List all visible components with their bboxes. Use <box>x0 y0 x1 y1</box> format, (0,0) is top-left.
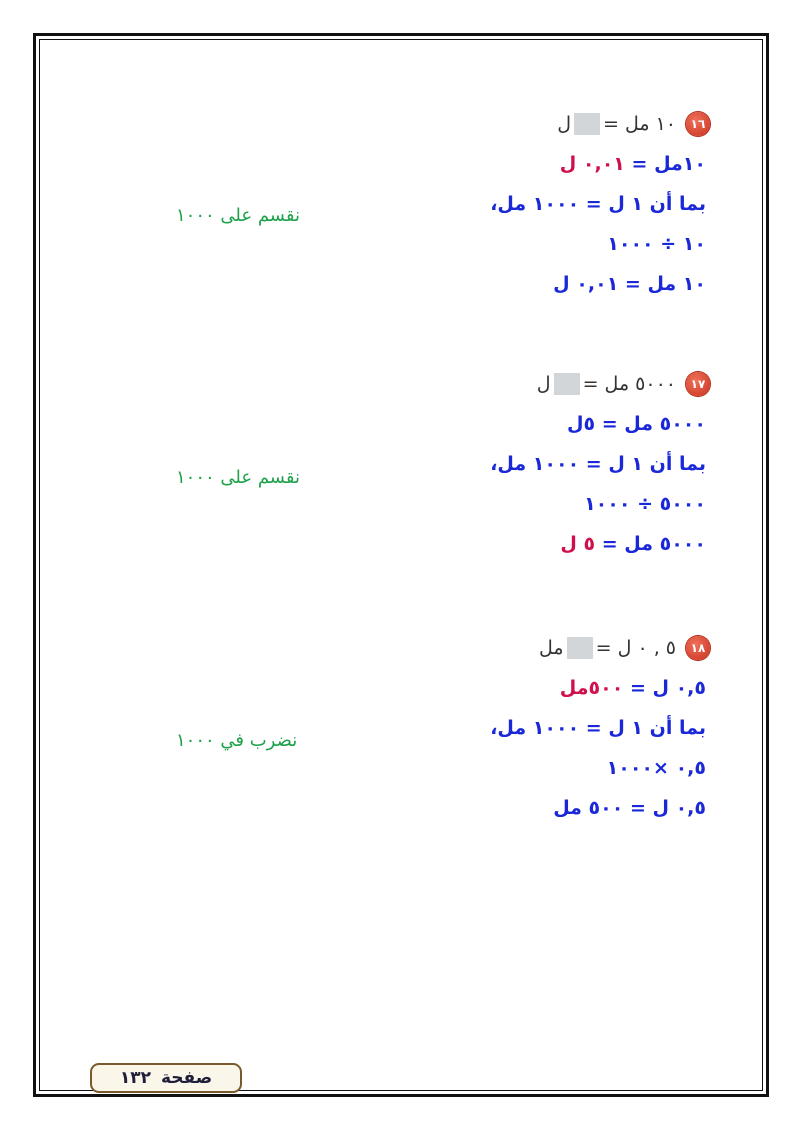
answer-blank <box>567 637 593 659</box>
problem-17 <box>490 364 710 564</box>
solution-step: ٥٠٠٠ ÷ ١٠٠٠ <box>584 493 706 515</box>
problem-number-badge: ١٦ <box>686 112 710 136</box>
method-note: نضرب في ١٠٠٠ <box>176 730 298 751</box>
page-number: ١٣٢ <box>119 1068 151 1088</box>
question-line <box>490 628 710 668</box>
question-line <box>490 104 710 144</box>
problem-number-badge: ١٧ <box>686 372 710 396</box>
method-note: نقسم على ١٠٠٠ <box>176 205 300 226</box>
solution-step: بما أن ١ ل = ١٠٠٠ مل، <box>490 717 706 739</box>
solution-step: ٥٠٠٠ مل = ٥ل <box>567 413 706 435</box>
solution-step: ٠,٥ ل = ٥٠٠ مل <box>553 797 706 819</box>
question-text: ١٠ مل =ل <box>557 112 676 135</box>
solution <box>490 404 706 564</box>
page-number-badge <box>90 1063 242 1093</box>
solution-step: بما أن ١ ل = ١٠٠٠ مل، <box>490 193 706 215</box>
solution-step: بما أن ١ ل = ١٠٠٠ مل، <box>490 453 706 475</box>
question-line <box>490 364 710 404</box>
solution <box>490 668 706 828</box>
question-text: ٥٠٠٠ مل =ل <box>536 372 676 395</box>
problem-number-badge: ١٨ <box>686 636 710 660</box>
problem-18 <box>490 628 710 828</box>
solution-step: ٠,٥ ×١٠٠٠ <box>606 757 706 779</box>
page-label: صفحة <box>160 1068 213 1088</box>
solution-step: ١٠مل = ٠,٠١ ل <box>559 153 706 175</box>
answer-blank <box>554 373 580 395</box>
method-note: نقسم على ١٠٠٠ <box>176 467 300 488</box>
answer-blank <box>574 113 600 135</box>
problem-16 <box>490 104 710 304</box>
solution-step: ٠,٥ ل = ٥٠٠مل <box>559 677 706 699</box>
solution-step: ١٠ مل = ٠,٠١ ل <box>553 273 706 295</box>
solution-step: ٥٠٠٠ مل = ٥ ل <box>560 533 706 555</box>
solution <box>490 144 706 304</box>
solution-step: ١٠ ÷ ١٠٠٠ <box>607 233 706 255</box>
question-text: ٥ , ٠ ل =مل <box>539 636 676 659</box>
